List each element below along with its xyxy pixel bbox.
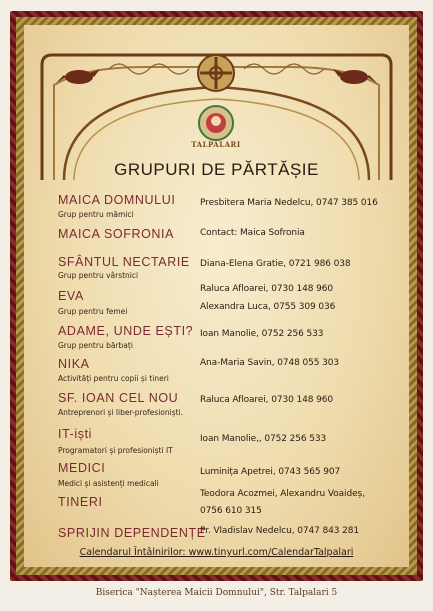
group-description: Grup pentru femei <box>58 307 128 316</box>
group-contact: Ana-Maria Savin, 0748 055 303 <box>200 358 340 368</box>
group-name: SF. IOAN CEL NOU <box>58 391 179 405</box>
group-name: IT-iști <box>58 427 93 441</box>
footer-address: Biserica "Nașterea Maicii Domnului", Str. Talpalari 5 <box>95 588 338 598</box>
group-name: SFÂNTUL NECTARIE <box>58 255 190 269</box>
group-contact: Ioan Manolie, 0752 256 533 <box>200 329 324 339</box>
group-contact: Raluca Afloarei, 0730 148 960 <box>200 395 333 405</box>
group-name: MAICA SOFRONIA <box>58 227 175 241</box>
group-name: ADAME, UNDE EȘTI? <box>58 324 194 338</box>
group-name: SPRIJIN DEPENDENȚE <box>58 526 206 540</box>
page-title: GRUPURI DE PĂRTĂȘIE <box>114 160 319 179</box>
group-contact: Pr. Vladislav Nedelcu, 0747 843 281 <box>200 526 360 536</box>
group-description: Programatori și profesioniști IT <box>58 446 173 455</box>
group-contact: Presbitera Maria Nedelcu, 0747 385 016 <box>200 198 378 208</box>
parish-logo-text: TALPALARI <box>191 140 241 149</box>
group-contact: Ioan Manolie,, 0752 256 533 <box>200 434 327 444</box>
group-description: Grup pentru bărbați <box>58 341 133 350</box>
group-name: MEDICI <box>58 461 106 475</box>
group-description: Medici și asistenți medicali <box>58 479 159 488</box>
group-contact: Alexandra Luca, 0755 309 036 <box>200 302 336 312</box>
calendar-link[interactable]: Calendarul Întâlnirilor: www.tinyurl.com/CalendarTalpalari <box>79 547 354 558</box>
group-name: NIKA <box>58 357 90 371</box>
group-name: TINERI <box>58 495 103 509</box>
group-name: EVA <box>58 289 84 303</box>
group-description: Activități pentru copii și tineri <box>58 374 169 383</box>
group-contact: Contact: Maica Sofronia <box>200 228 305 238</box>
group-description: Grup pentru mămici <box>58 210 134 219</box>
cross-medallion-icon <box>198 55 234 91</box>
group-contact: Raluca Afloarei, 0730 148 960 <box>200 284 333 294</box>
group-contact: 0756 610 315 <box>200 506 262 516</box>
group-contact: Teodora Acozmei, Alexandru Voaideș, <box>200 489 365 499</box>
group-contact: Diana-Elena Gratie, 0721 986 038 <box>200 259 351 269</box>
group-name: MAICA DOMNULUI <box>58 193 176 207</box>
group-description: Antreprenori și liber-profesioniști. <box>58 408 184 417</box>
group-description: Grup pentru vârstnici <box>58 271 139 280</box>
group-contact: Luminița Apetrei, 0743 565 907 <box>200 467 341 477</box>
